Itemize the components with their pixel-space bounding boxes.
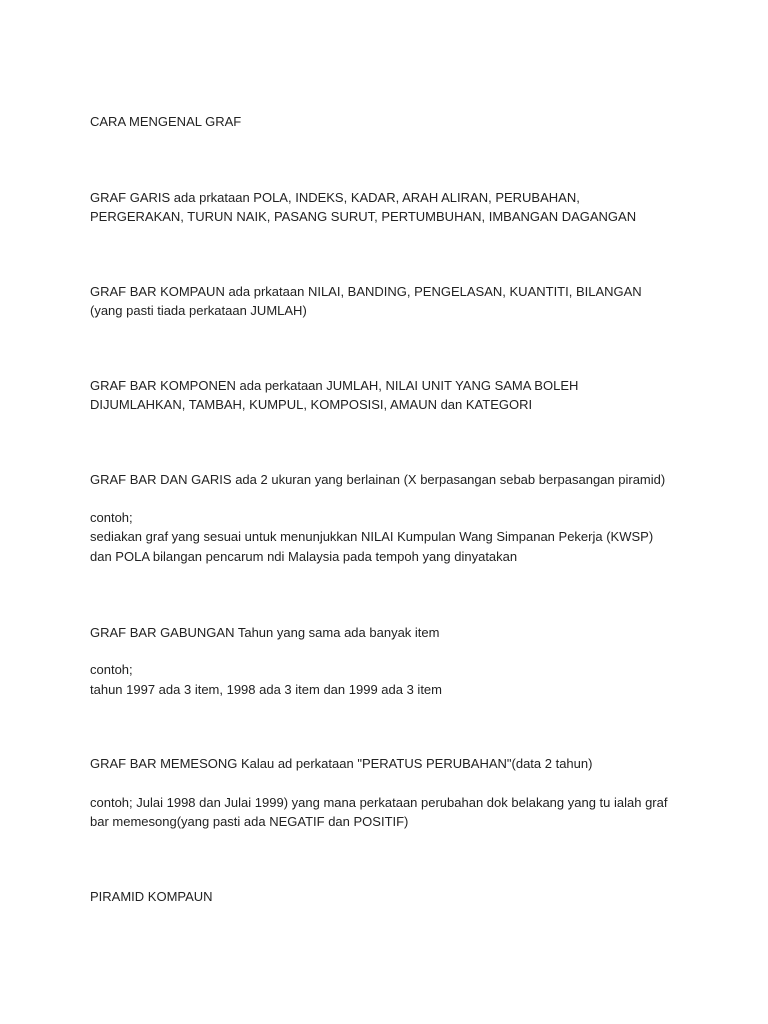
section-line: PERGERAKAN, TURUN NAIK, PASANG SURUT, PERTUMBUHAN, IMBANGAN DAGANGAN [90, 209, 637, 224]
example-line: bar memesong(yang pasti ada NEGATIF dan POSITIF) [90, 814, 409, 829]
section-line: GRAF BAR KOMPAUN ada prkataan NILAI, BANDING, PENGELASAN, KUANTITI, BILANGAN [90, 284, 642, 299]
section-line: GRAF BAR DAN GARIS ada 2 ukuran yang berlainan (X berpasangan sebab berpasangan piramid) [90, 472, 666, 487]
section-line: GRAF BAR MEMESONG Kalau ad perkataan "PERATUS PERUBAHAN"(data 2 tahun) [90, 756, 593, 771]
section-line: DIJUMLAHKAN, TAMBAH, KUMPUL, KOMPOSISI, AMAUN dan KATEGORI [90, 397, 533, 412]
example-line: dan POLA bilangan pencarum ndi Malaysia pada tempoh yang dinyatakan [90, 549, 518, 564]
section-line: PIRAMID KOMPAUN [90, 889, 213, 904]
section-line: GRAF GARIS ada prkataan POLA, INDEKS, KADAR, ARAH ALIRAN, PERUBAHAN, [90, 190, 580, 205]
section-line: GRAF BAR KOMPONEN ada perkataan JUMLAH, NILAI UNIT YANG SAMA BOLEH [90, 378, 579, 393]
example-label: contoh; [90, 662, 133, 677]
example-line: contoh; Julai 1998 dan Julai 1999) yang mana perkataan perubahan dok belakang yang tu ialah graf [90, 795, 668, 810]
section-line: GRAF BAR GABUNGAN Tahun yang sama ada banyak item [90, 625, 440, 640]
example-line: tahun 1997 ada 3 item, 1998 ada 3 item dan 1999 ada 3 item [90, 682, 442, 697]
example-label: contoh; [90, 510, 133, 525]
example-line: sediakan graf yang sesuai untuk menunjukkan NILAI Kumpulan Wang Simpanan Pekerja (KWSP) [90, 529, 654, 544]
section-line: (yang pasti tiada perkataan JUMLAH) [90, 303, 307, 318]
document-title: CARA MENGENAL GRAF [90, 114, 242, 129]
